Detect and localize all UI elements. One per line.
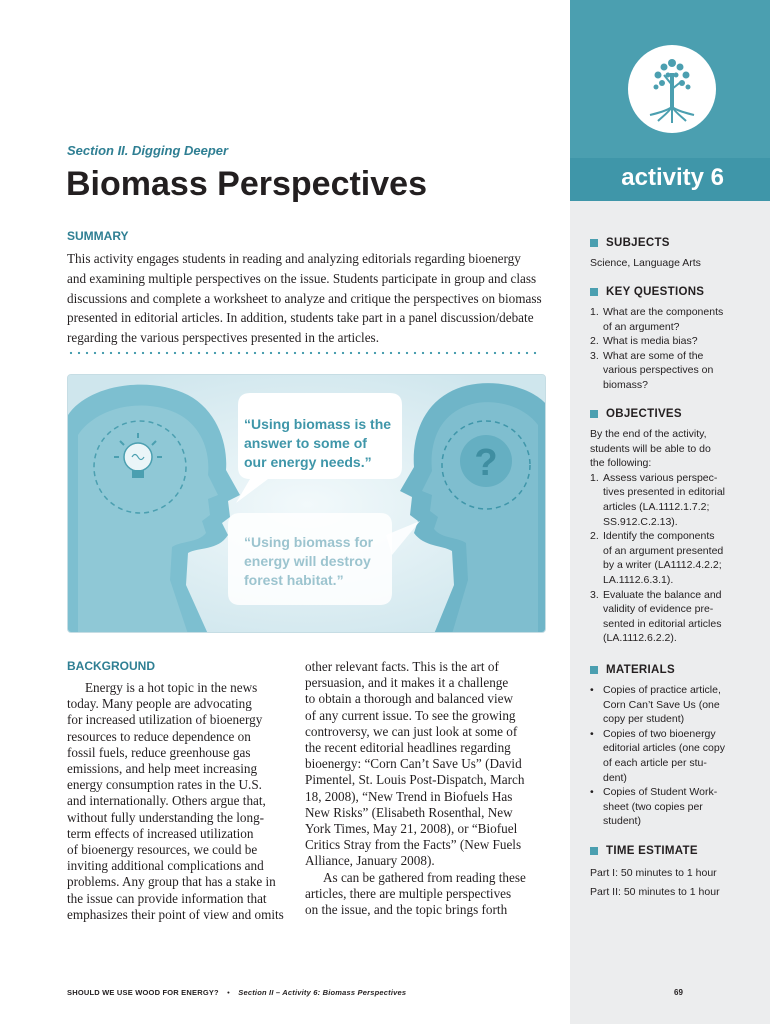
- key-question-item: [590, 305, 755, 334]
- summary-line: regarding the various perspectives presented in the articles.: [67, 330, 379, 346]
- materials-heading-text: MATERIALS: [606, 664, 675, 676]
- objectives-intro-line: By the end of the activity,: [590, 428, 707, 440]
- material-item-line: Copies of two bioenergy: [603, 727, 716, 740]
- objective-item: [590, 471, 755, 529]
- background-heading: BACKGROUND: [67, 659, 155, 673]
- background-line: New Risks” (Elisabeth Rosenthal, New: [305, 804, 513, 820]
- summary-line: presented in editorial articles. In addition, students take part in a panel discussion/debate: [67, 310, 534, 326]
- objectives-intro-line: students will be able to do: [590, 442, 711, 455]
- biomass-perspectives-illustration: [67, 374, 546, 633]
- background-line: Alliance, January 2008).: [305, 853, 435, 869]
- key-question-item-line: What are the components: [603, 306, 724, 318]
- objective-item-line: LA.1112.6.3.1).: [603, 573, 674, 586]
- time-estimate-text: [590, 864, 755, 902]
- objectives-heading-text: OBJECTIVES: [606, 408, 682, 420]
- objectives-block: [590, 427, 755, 646]
- time-estimate-heading-text: TIME ESTIMATE: [606, 845, 698, 857]
- background-line: Critics Stray from the Facts” (New Fuels: [305, 837, 522, 853]
- materials-list: [590, 683, 755, 829]
- objectives-list: [590, 471, 755, 646]
- objectives-heading: [590, 408, 682, 420]
- background-line: emphasizes their point of view and omits: [67, 906, 284, 922]
- footer-separator: •: [227, 988, 230, 997]
- key-question-item-marker: 2.: [590, 335, 599, 348]
- background-line: the recent editorial headlines regarding: [305, 740, 511, 756]
- background-line: of any current issue. To see the growing: [305, 707, 516, 723]
- background-line: bioenergy: “Corn Can’t Save Us” (David: [305, 756, 522, 772]
- material-item-line: sheet (two copies per: [603, 800, 703, 813]
- objective-item: [590, 588, 755, 646]
- objective-item-marker: 2.: [590, 530, 599, 543]
- quote1-line3: our energy needs.”: [244, 454, 372, 470]
- key-question-item-line: various perspectives on: [603, 364, 714, 377]
- material-item: [590, 683, 755, 727]
- background-line: the issue can provide information that: [67, 890, 267, 906]
- quote2-line3: forest habitat.”: [244, 572, 344, 588]
- background-column-1: [67, 680, 287, 923]
- material-item: [590, 727, 755, 785]
- material-item-line: of each article per stu-: [603, 756, 707, 769]
- material-item-line: Corn Can’t Save Us (one: [603, 698, 720, 711]
- objective-item-line: tives presented in editorial: [603, 486, 725, 499]
- tree-icon: [628, 45, 716, 133]
- summary-paragraph: [67, 249, 547, 348]
- background-line: for increased utilization of bioenergy: [67, 712, 263, 728]
- background-line: 18, 2008), “New Trend in Biofuels Has: [305, 788, 513, 804]
- background-line: other relevant facts. This is the art of: [305, 659, 499, 674]
- quote2-line2: energy will destroy: [244, 553, 371, 569]
- key-question-item-line: biomass?: [603, 378, 648, 391]
- background-line: Energy is a hot topic in the news: [85, 680, 258, 695]
- key-questions-heading: [590, 286, 704, 298]
- section-label: Section II. Digging Deeper: [67, 143, 229, 158]
- objective-item: [590, 529, 755, 587]
- objective-item-line: Assess various perspec-: [603, 471, 718, 484]
- material-item-marker: •: [590, 727, 594, 740]
- key-question-item: [590, 349, 755, 393]
- background-line: of bioenergy resources, we could be: [67, 842, 258, 858]
- key-question-item-line: What is media bias?: [603, 335, 698, 348]
- time-estimate-line: Part II: 50 minutes to 1 hour: [590, 886, 720, 898]
- background-line: without fully understanding the long-: [67, 809, 265, 825]
- footer: [67, 988, 406, 997]
- question-mark-icon: ?: [474, 442, 498, 484]
- background-line: and internationally. Others argue that,: [67, 793, 266, 809]
- background-column-2: [305, 659, 527, 918]
- square-bullet-icon: [590, 847, 598, 855]
- summary-line: This activity engages students in reading and analyzing editorials regarding bioenergy: [67, 251, 521, 266]
- subjects-heading: [590, 237, 670, 249]
- objective-item-line: articles (LA.1112.1.7.2;: [603, 500, 710, 513]
- subjects-text: Science, Language Arts: [590, 257, 701, 269]
- background-line: Pimentel, St. Louis Post-Dispatch, March: [305, 772, 525, 788]
- background-line: to obtain a thorough and balanced view: [305, 691, 514, 707]
- material-item-line: Copies of Student Work-: [603, 786, 718, 799]
- summary-line: and examining multiple perspectives on the issue. Students participate in group and class: [67, 270, 537, 286]
- materials-heading: [590, 664, 675, 676]
- quote1-line1: “Using biomass is the: [244, 416, 392, 432]
- background-line: on the issue, and the topic brings forth: [305, 902, 508, 918]
- background-line: emissions, and help meet increasing: [67, 761, 258, 777]
- footer-book-title: SHOULD WE USE WOOD FOR ENERGY?: [67, 988, 219, 997]
- background-line: inviting additional complications and: [67, 858, 264, 874]
- dotted-divider: [67, 351, 537, 355]
- material-item-line: student): [603, 815, 641, 828]
- material-item: [590, 785, 755, 829]
- subjects-heading-text: SUBJECTS: [606, 237, 670, 249]
- material-item-marker: •: [590, 786, 594, 799]
- summary-heading: SUMMARY: [67, 229, 129, 243]
- two-heads-illustration: [68, 375, 546, 633]
- material-item-marker: •: [590, 684, 594, 696]
- background-line: articles, there are multiple perspectives: [305, 885, 512, 901]
- square-bullet-icon: [590, 410, 598, 418]
- page-number: 69: [674, 988, 683, 997]
- objective-item-line: Evaluate the balance and: [603, 588, 722, 601]
- material-item-line: editorial articles (one copy: [603, 742, 725, 755]
- sidebar: [570, 0, 770, 1024]
- key-question-item-line: of an argument?: [603, 320, 680, 333]
- objective-item-line: sented in editorial articles: [603, 617, 722, 630]
- square-bullet-icon: [590, 288, 598, 296]
- objective-item-line: (LA.1112.6.2.2).: [603, 632, 677, 645]
- background-line: term effects of increased utilization: [67, 825, 254, 841]
- key-questions-list: [590, 305, 755, 393]
- quote2-line1: “Using biomass for: [244, 534, 374, 550]
- objective-item-line: by a writer (LA1112.4.2.2;: [603, 559, 722, 572]
- background-line: today. Many people are advocating: [67, 696, 252, 712]
- footer-section-title: Section II – Activity 6: Biomass Perspectives: [238, 988, 407, 997]
- page-title: Biomass Perspectives: [66, 165, 427, 203]
- background-line: As can be gathered from reading these: [323, 869, 526, 885]
- quote1-line2: answer to some of: [244, 435, 367, 451]
- background-line: resources to reduce dependence on: [67, 728, 251, 744]
- key-questions-heading-text: KEY QUESTIONS: [606, 286, 705, 298]
- objective-item-line: SS.912.C.2.13).: [603, 515, 678, 528]
- background-line: energy consumption rates in the U.S.: [67, 777, 262, 793]
- key-question-item: [590, 334, 755, 349]
- objective-item-line: Identify the components: [603, 530, 715, 543]
- background-line: persuasion, and it makes it a challenge: [305, 675, 509, 691]
- key-question-item-marker: 1.: [590, 306, 599, 318]
- activity-label: activity 6: [621, 164, 724, 191]
- square-bullet-icon: [590, 239, 598, 247]
- summary-line: discussions and complete a worksheet to analyze and critique the perspectives on biomass: [67, 290, 542, 306]
- objective-item-marker: 1.: [590, 471, 599, 484]
- sidebar-header-band: [570, 0, 770, 158]
- tree-logo: [628, 45, 716, 133]
- objective-item-line: of an argument presented: [603, 544, 724, 557]
- material-item-line: dent): [603, 771, 627, 784]
- time-estimate-line: Part I: 50 minutes to 1 hour: [590, 867, 717, 879]
- background-line: controversy, we can just look at some of: [305, 723, 518, 739]
- key-question-item-marker: 3.: [590, 349, 599, 362]
- time-estimate-heading: [590, 845, 698, 857]
- objectives-intro: [590, 427, 755, 471]
- material-item-line: Copies of practice article,: [603, 684, 721, 696]
- activity-bar: [570, 158, 770, 201]
- material-item-line: copy per student): [603, 713, 685, 726]
- key-question-item-line: What are some of the: [603, 349, 704, 362]
- background-line: fossil fuels, reduce greenhouse gas: [67, 744, 251, 760]
- objective-item-marker: 3.: [590, 588, 599, 601]
- background-line: York Times, May 21, 2008), or “Biofuel: [305, 821, 518, 837]
- background-line: problems. Any group that has a stake in: [67, 874, 276, 890]
- objectives-intro-line: the following:: [590, 457, 652, 470]
- objective-item-line: validity of evidence pre-: [603, 603, 714, 616]
- square-bullet-icon: [590, 666, 598, 674]
